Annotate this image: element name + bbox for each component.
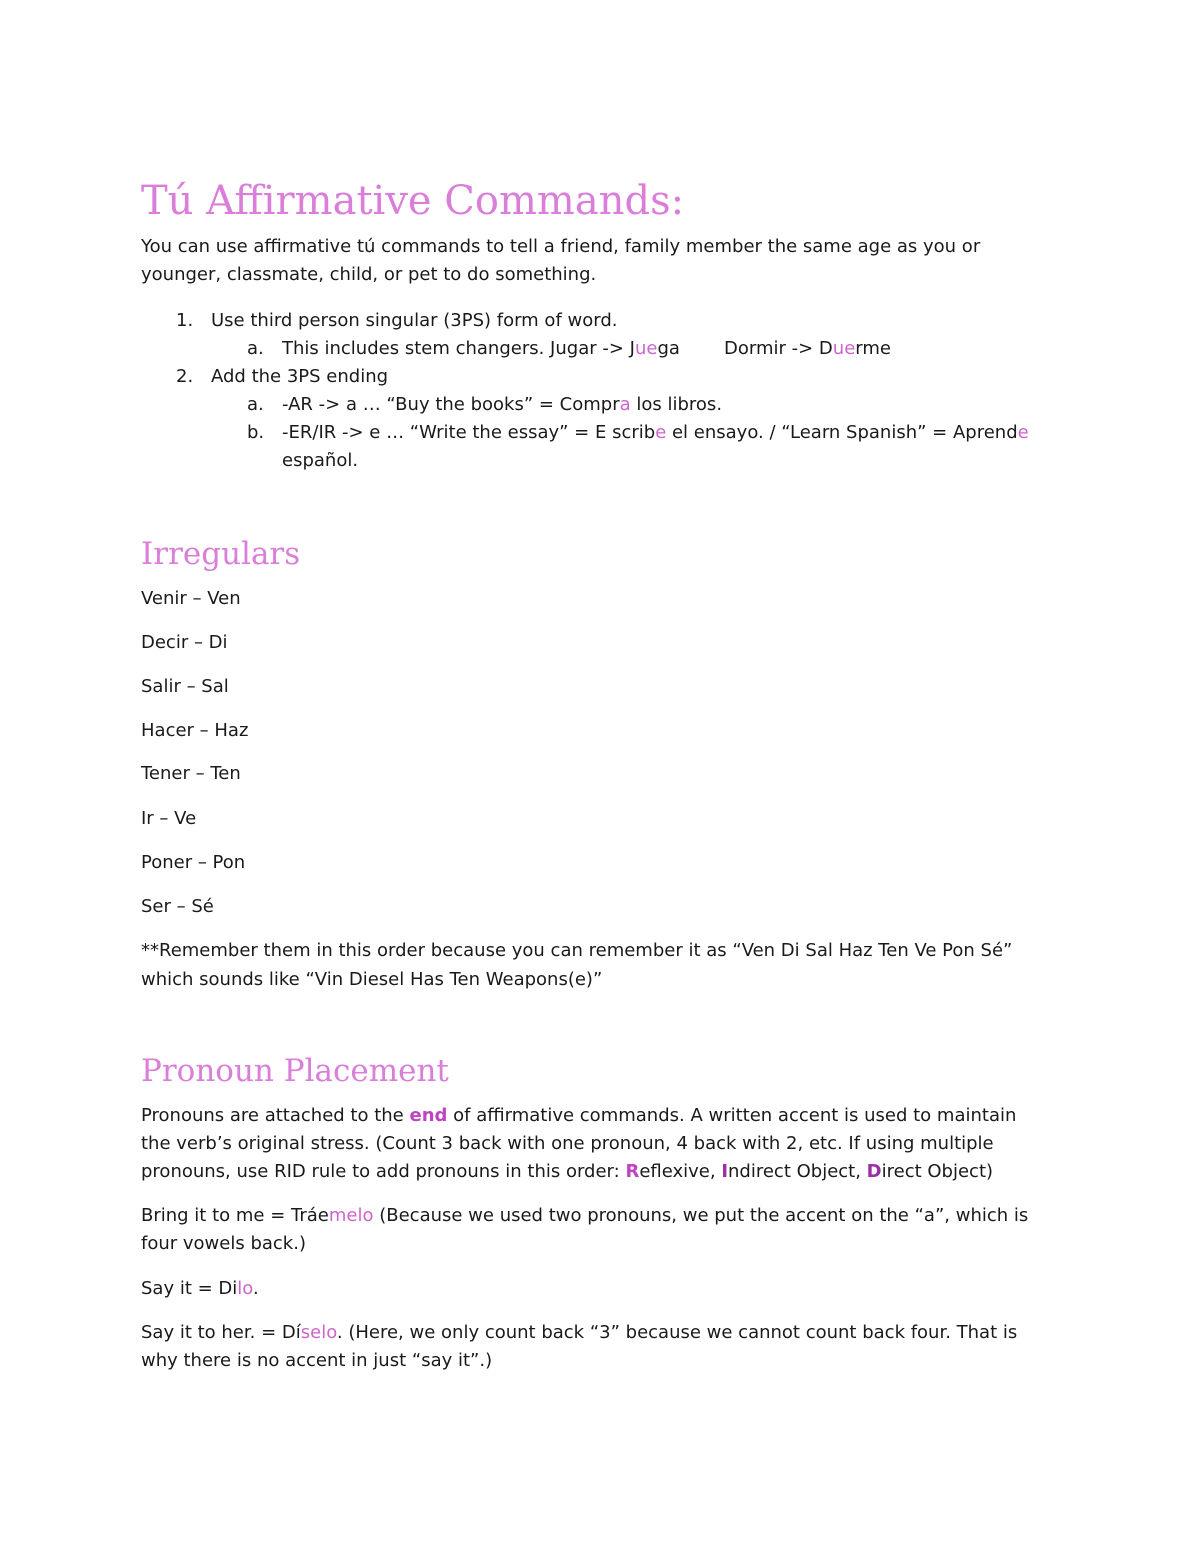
step-2a-text: -AR -> a … “Buy the books” = Compra los libros.: [282, 394, 723, 415]
intro-line-2: younger, classmate, child, or pet to do something.: [141, 264, 597, 285]
example-diselo-line-1: Say it to her. = Díselo. (Here, we only count back “3” because we cannot count back four. That is: [141, 1322, 1018, 1343]
irregular-item: Poner – Pon: [141, 852, 246, 873]
highlight-melo: melo: [328, 1205, 374, 1226]
step-1a-letter: a.: [247, 338, 264, 359]
irregulars-heading: Irregulars: [141, 536, 301, 572]
step-2b-text: -ER/IR -> e … “Write the essay” = E scribe el ensayo. / “Learn Spanish” = Aprende: [282, 422, 1029, 443]
step-2a-letter: a.: [247, 394, 264, 415]
highlight-ue-juega: ue: [634, 338, 658, 359]
highlight-lo: lo: [237, 1278, 253, 1299]
pronoun-para-line-3: pronouns, use RID rule to add pronouns in this order: Reflexive, Indirect Object, Direct Object): [141, 1161, 994, 1182]
irregular-item: Decir – Di: [141, 632, 228, 653]
example-traemelo-line-1: Bring it to me = Tráemelo (Because we used two pronouns, we put the accent on the “a”, which is: [141, 1205, 1029, 1226]
irregular-item: Venir – Ven: [141, 588, 241, 609]
irregular-item: Ser – Sé: [141, 896, 214, 917]
irregular-item: Salir – Sal: [141, 676, 229, 697]
step-2b-line-2: español.: [282, 450, 359, 471]
intro-line-1: You can use affirmative tú commands to tell a friend, family member the same age as you or: [141, 236, 981, 257]
step-1-number: 1.: [176, 310, 194, 331]
highlight-i: I: [721, 1161, 729, 1182]
irregular-item: Ir – Ve: [141, 808, 197, 829]
irregulars-note-line-1: **Remember them in this order because you can remember it as “Ven Di Sal Haz Ten Ve Pon Sé”: [141, 940, 1013, 961]
highlight-selo: selo: [300, 1322, 337, 1343]
step-2-text: Add the 3PS ending: [211, 366, 389, 387]
pronoun-para-line-1: Pronouns are attached to the end of affirmative commands. A written accent is used to maintain: [141, 1105, 1017, 1126]
irregulars-note-line-2: which sounds like “Vin Diesel Has Ten Weapons(e)”: [141, 969, 603, 990]
step-2-number: 2.: [176, 366, 194, 387]
example-traemelo-line-2: four vowels back.): [141, 1233, 306, 1254]
step-1a-text: This includes stem changers. Jugar -> Juega: [282, 338, 680, 359]
pronoun-heading: Pronoun Placement: [141, 1053, 449, 1089]
irregular-item: Tener – Ten: [141, 763, 241, 784]
highlight-d: D: [866, 1161, 882, 1182]
highlight-end: end: [409, 1105, 448, 1126]
highlight-e-escribe: e: [655, 422, 667, 443]
highlight-ue-duerme: ue: [832, 338, 856, 359]
step-2b-letter: b.: [247, 422, 265, 443]
example-dilo: Say it = Dilo.: [141, 1278, 259, 1299]
highlight-r: R: [625, 1161, 640, 1182]
step-1-text: Use third person singular (3PS) form of word.: [211, 310, 618, 331]
irregular-item: Hacer – Haz: [141, 720, 249, 741]
example-diselo-line-2: why there is no accent in just “say it”.): [141, 1350, 493, 1371]
pronoun-para-line-2: the verb’s original stress. (Count 3 back with one pronoun, 4 back with 2, etc. If using multiple: [141, 1133, 994, 1154]
highlight-a: a: [619, 394, 631, 415]
page-title: Tú Affirmative Commands:: [141, 178, 685, 224]
step-1a-dormir: Dormir -> Duerme: [724, 338, 891, 359]
highlight-e-aprende: e: [1017, 422, 1029, 443]
